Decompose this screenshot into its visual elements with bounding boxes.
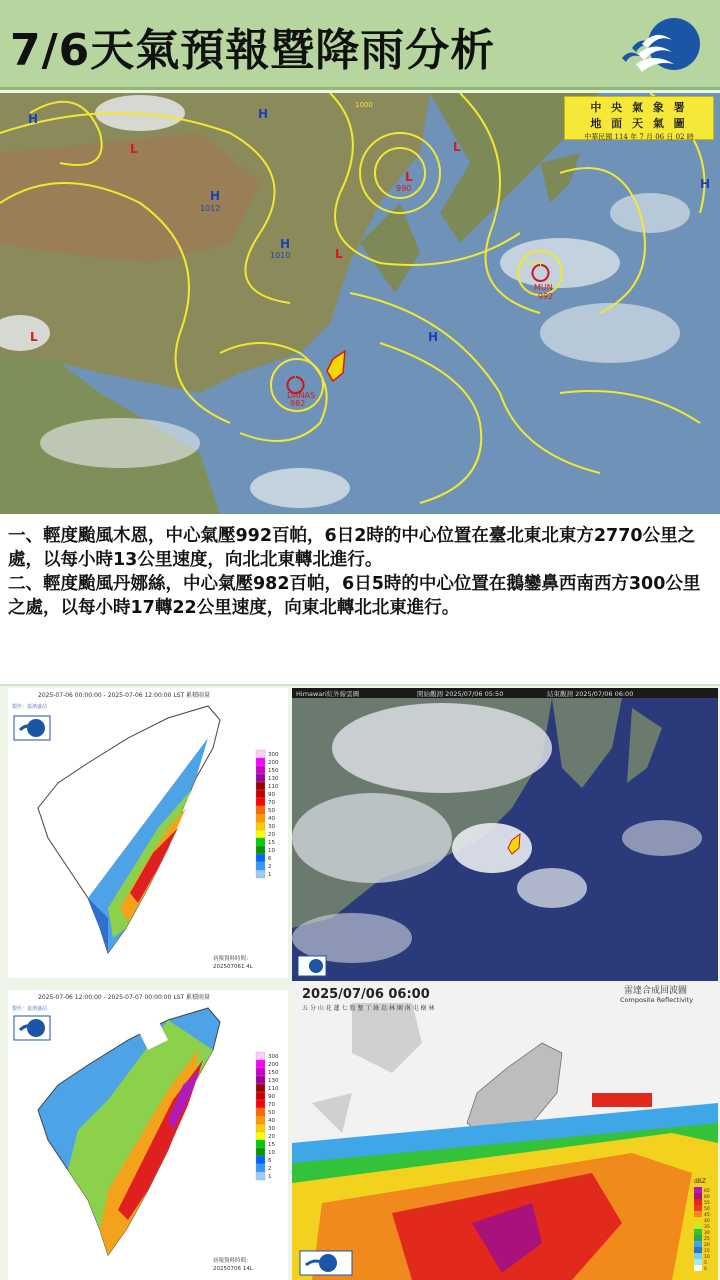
badge-agency: 中 央 氣 象 署 — [590, 101, 688, 114]
radar-scale-label: 35 — [704, 1225, 710, 1230]
svg-text:992: 992 — [538, 292, 554, 301]
satellite-end-time: 結束觀測 2025/07/06 06:00 — [547, 690, 634, 698]
weather-map-badge — [564, 96, 714, 140]
rainfall-legend-1 — [256, 750, 279, 878]
svg-text:H: H — [210, 189, 221, 203]
legend-label: 40 — [268, 816, 275, 822]
legend-swatch — [256, 1132, 265, 1140]
legend-swatch — [256, 1076, 265, 1084]
svg-text:L: L — [453, 140, 461, 154]
legend-swatch — [256, 846, 265, 854]
legend-swatch — [256, 870, 265, 878]
rainfall-map-morning — [8, 688, 288, 978]
legend-swatch — [256, 1084, 265, 1092]
legend-swatch — [256, 822, 265, 830]
radar-scale-label: 0 — [704, 1267, 707, 1272]
legend-label: 200 — [268, 1062, 279, 1068]
legend-swatch — [256, 1140, 265, 1148]
description-item-2: 二、輕度颱風丹娜絲，中心氣壓982百帕，6日5時的中心位置在鵝鑾鼻西南西方300公里之處，以每小時17轉22公里速度，向東北轉北北東進行。 — [8, 574, 701, 618]
legend-label: 130 — [268, 1078, 279, 1084]
legend-label: 130 — [268, 776, 279, 782]
legend-label: 20 — [268, 1134, 275, 1140]
rain-map-1-period: 2025-07-06 00:00:00 - 2025-07-06 12:00:00 LST 累積雨量 — [38, 692, 211, 699]
legend-label: 6 — [268, 856, 272, 862]
svg-text:H: H — [280, 237, 291, 251]
legend-label: 10 — [268, 1150, 275, 1156]
legend-label: 15 — [268, 840, 275, 846]
rainfall-map-afternoon — [8, 990, 288, 1280]
satellite-infrared-image — [292, 688, 718, 981]
legend-label: 90 — [268, 1094, 275, 1100]
radar-title-cn: 雷達合成回波圖 — [624, 986, 688, 996]
legend-label: 6 — [268, 1158, 272, 1164]
radar-scale-swatch — [694, 1217, 702, 1223]
svg-text:1012: 1012 — [200, 204, 221, 213]
legend-swatch — [256, 1172, 265, 1180]
legend-swatch — [256, 774, 265, 782]
svg-text:MUN: MUN — [534, 283, 553, 292]
legend-label: 30 — [268, 1126, 275, 1132]
rain-map-2-issued-value: 20250706 14L — [213, 1266, 253, 1272]
radar-title-en: Composite Reflectivity — [620, 996, 694, 1004]
radar-scale-swatch — [694, 1223, 702, 1229]
rain-map-2-issued-label: 初報資料時間： — [213, 1258, 252, 1264]
legend-swatch — [256, 1060, 265, 1068]
cwa-small-logo-icon — [300, 1251, 352, 1275]
legend-label: 110 — [268, 1086, 279, 1092]
legend-label: 2 — [268, 864, 272, 870]
cwa-small-logo-icon — [14, 1016, 50, 1040]
svg-text:DANAS: DANAS — [287, 391, 316, 400]
radar-scale-label: 45 — [704, 1213, 710, 1218]
radar-timestamp: 2025/07/06 06:00 — [302, 987, 430, 1002]
radar-scale-label: 30 — [704, 1231, 710, 1236]
legend-label: 1 — [268, 1174, 272, 1180]
rain-map-1-issued-value: 202507061 4L — [213, 964, 253, 970]
legend-label: 150 — [268, 1070, 279, 1076]
radar-scale-swatch — [694, 1205, 702, 1211]
legend-label: 90 — [268, 792, 275, 798]
legend-swatch — [256, 814, 265, 822]
legend-label: 50 — [268, 808, 275, 814]
cwa-small-logo-icon — [14, 716, 50, 740]
radar-scale-swatch — [694, 1229, 702, 1235]
rain-map-1-issued-label: 初報資料時間： — [213, 956, 252, 962]
legend-swatch — [256, 1108, 265, 1116]
radar-scale-swatch — [694, 1211, 702, 1217]
weather-map-graphic — [0, 93, 720, 514]
svg-text:H: H — [428, 330, 439, 344]
radar-scale-swatch — [694, 1265, 702, 1271]
legend-label: 2 — [268, 1166, 272, 1172]
legend-swatch — [256, 1068, 265, 1076]
radar-scale-label: 15 — [704, 1249, 710, 1254]
cwa-logo-icon — [612, 14, 708, 78]
radar-scale-label: 25 — [704, 1237, 710, 1242]
legend-label: 20 — [268, 832, 275, 838]
rain-map-2-period: 2025-07-06 12:00:00 - 2025-07-07 00:00:00 LST 累積雨量 — [38, 994, 211, 1001]
radar-scale-swatch — [694, 1253, 702, 1259]
legend-swatch — [256, 1116, 265, 1124]
radar-scale-swatch — [694, 1187, 702, 1193]
badge-timestamp: 中華民國 114 年 7 月 06 日 02 時 — [584, 133, 694, 141]
rainfall-legend-2 — [256, 1052, 279, 1180]
svg-text:982: 982 — [290, 399, 306, 408]
radar-scale-label: 40 — [704, 1219, 710, 1224]
radar-scale-swatch — [694, 1199, 702, 1205]
legend-swatch — [256, 1148, 265, 1156]
radar-scale-swatch — [694, 1193, 702, 1199]
legend-swatch — [256, 1100, 265, 1108]
svg-text:H: H — [28, 112, 39, 126]
radar-scale-label: 50 — [704, 1207, 710, 1212]
legend-swatch — [256, 750, 265, 758]
legend-swatch — [256, 830, 265, 838]
radar-scale-swatch — [694, 1259, 702, 1265]
legend-label: 300 — [268, 1054, 279, 1060]
header-bar — [0, 0, 720, 90]
cwa-small-logo-icon — [298, 956, 326, 976]
svg-text:1000: 1000 — [355, 101, 373, 109]
radar-scale-label: 5 — [704, 1261, 707, 1266]
legend-label: 40 — [268, 1118, 275, 1124]
page-title: 7/6天氣預報暨降雨分析 — [10, 25, 496, 76]
legend-label: 15 — [268, 1142, 275, 1148]
svg-text:1000: 1000 — [524, 259, 542, 267]
radar-scale-swatch — [694, 1241, 702, 1247]
legend-swatch — [256, 758, 265, 766]
svg-text:L: L — [405, 170, 413, 184]
satellite-source-label: Himawari紅外線雲圖 — [296, 690, 360, 698]
legend-label: 70 — [268, 800, 275, 806]
badge-map-name: 地 面 天 氣 圖 — [590, 117, 688, 130]
legend-swatch — [256, 854, 265, 862]
radar-stations: 五 分 山 花 蓮 七 股 墾 丁 綠 島 林 園 南 屯 樹 林 — [302, 1005, 435, 1012]
radar-color-scale — [694, 1187, 710, 1272]
legend-swatch — [256, 1124, 265, 1132]
legend-swatch — [256, 838, 265, 846]
legend-label: 150 — [268, 768, 279, 774]
legend-swatch — [256, 862, 265, 870]
rain-map-1-maker: 製作：嘉濱盛站 — [12, 704, 48, 710]
legend-swatch — [256, 806, 265, 814]
satellite-start-time: 開始觀測 2025/07/06 05:50 — [417, 690, 504, 698]
svg-text:H: H — [700, 177, 711, 191]
legend-swatch — [256, 782, 265, 790]
radar-scale-label: 60 — [704, 1195, 710, 1200]
legend-swatch — [256, 1156, 265, 1164]
legend-label: 70 — [268, 1102, 275, 1108]
description-item-1: 一、輕度颱風木恩，中心氣壓992百帕，6日2時的中心位置在臺北東北東方2770公里之處，以每小時13公里速度，向北北東轉北進行。 — [8, 526, 696, 570]
radar-scale-label: 10 — [704, 1255, 710, 1260]
rain-map-2-maker: 製作：嘉濱盛站 — [12, 1006, 48, 1012]
legend-label: 10 — [268, 848, 275, 854]
radar-composite-reflectivity — [292, 983, 718, 1280]
legend-label: 50 — [268, 1110, 275, 1116]
legend-swatch — [256, 1164, 265, 1172]
svg-text:990: 990 — [396, 184, 412, 193]
legend-swatch — [256, 766, 265, 774]
surface-weather-map — [0, 93, 720, 514]
legend-label: 200 — [268, 760, 279, 766]
radar-scale-swatch — [694, 1247, 702, 1253]
svg-text:L: L — [130, 142, 138, 156]
legend-swatch — [256, 1052, 265, 1060]
legend-swatch — [256, 790, 265, 798]
legend-label: 1 — [268, 872, 272, 878]
legend-swatch — [256, 1092, 265, 1100]
svg-text:H: H — [258, 107, 269, 121]
radar-scale-label: 20 — [704, 1243, 710, 1248]
radar-unit: dBZ — [694, 1178, 707, 1185]
svg-text:L: L — [30, 330, 38, 344]
legend-swatch — [256, 798, 265, 806]
typhoon-description — [0, 514, 720, 686]
legend-label: 30 — [268, 824, 275, 830]
radar-scale-label: 55 — [704, 1201, 710, 1206]
legend-label: 300 — [268, 752, 279, 758]
svg-text:L: L — [335, 247, 343, 261]
radar-scale-label: 65 — [704, 1189, 710, 1194]
svg-text:1010: 1010 — [270, 251, 291, 260]
radar-scale-swatch — [694, 1235, 702, 1241]
legend-label: 110 — [268, 784, 279, 790]
